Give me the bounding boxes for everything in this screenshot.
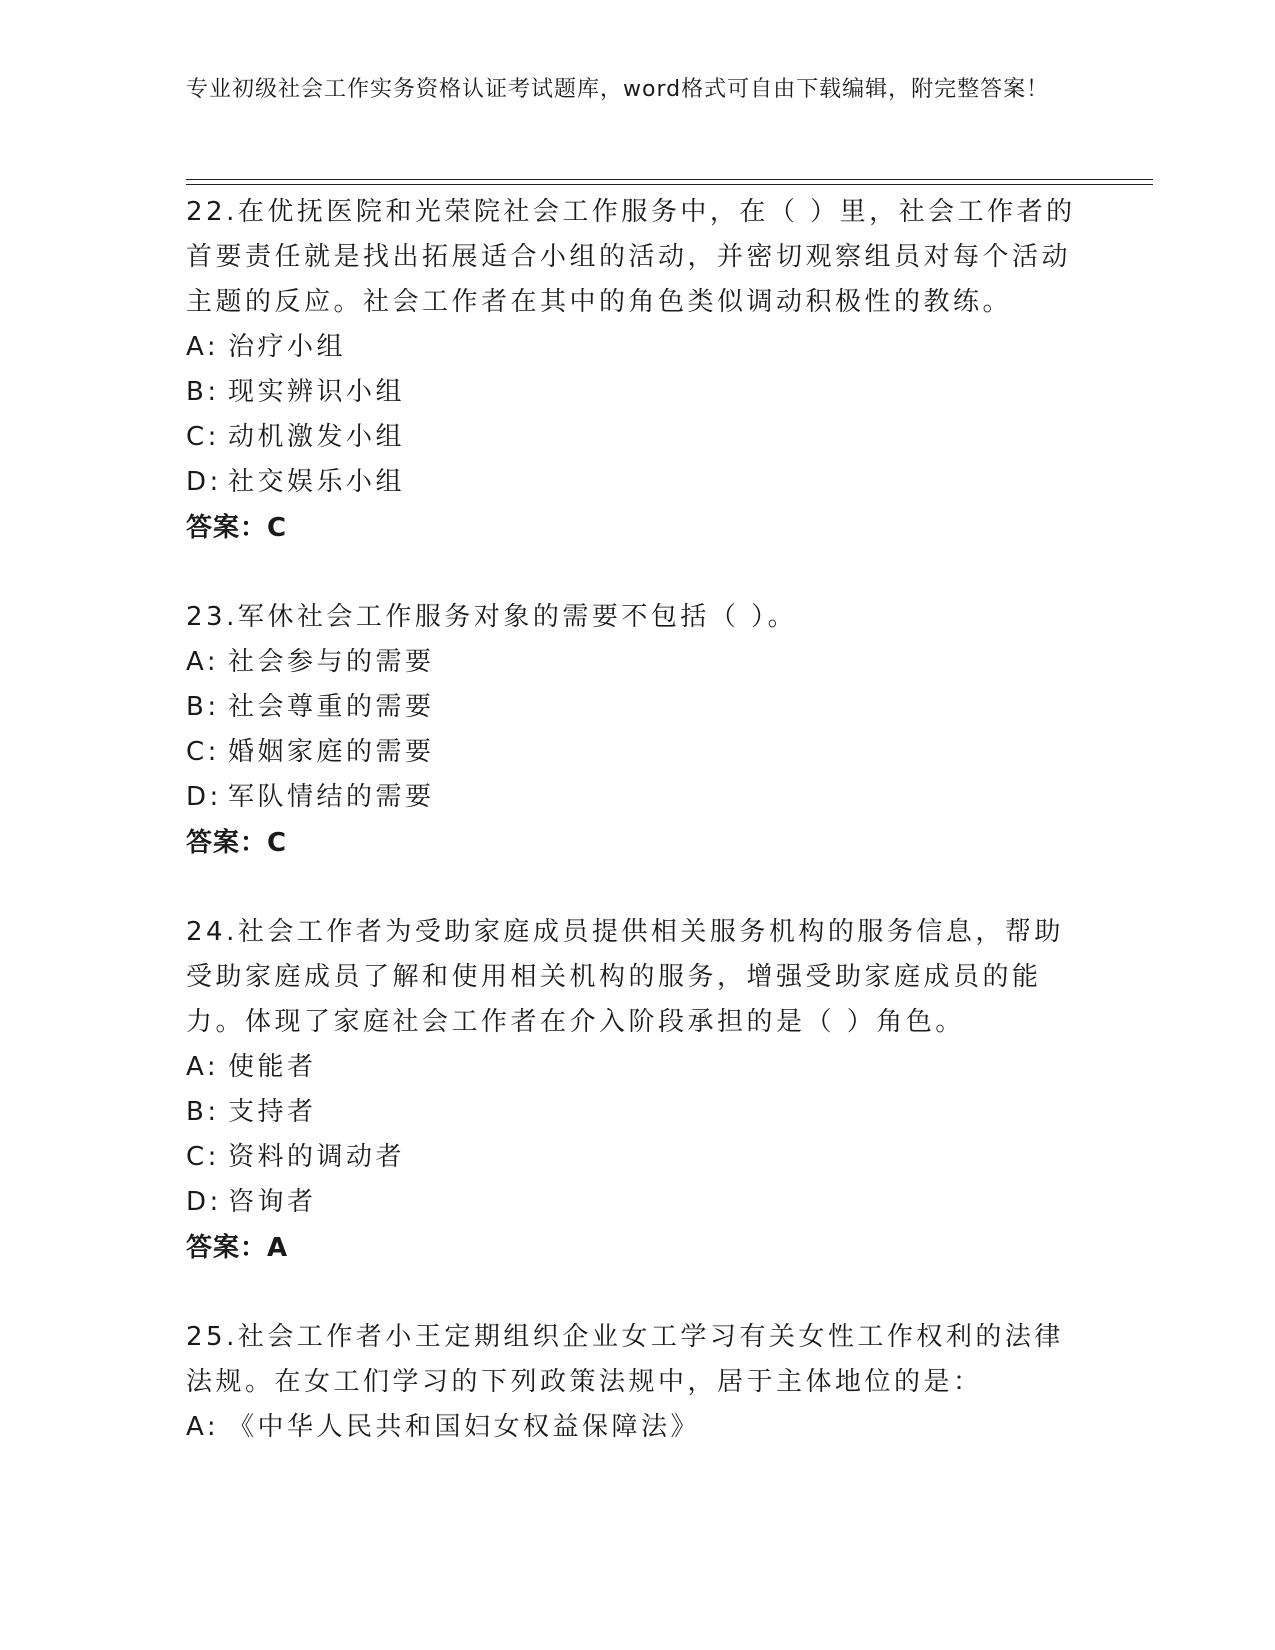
option-d [186,1180,1086,1225]
option-text: 婚姻家庭的需要 [228,737,435,767]
option-text: 现实辨识小组 [228,377,406,407]
option-b [186,370,1086,415]
option-letter: B: [186,692,220,722]
option-letter: C: [186,422,220,452]
option-d [186,775,1086,820]
option-letter: A: [186,332,220,362]
option-text: 社会参与的需要 [228,647,435,677]
question-stem: 22.在优抚医院和光荣院社会工作服务中，在（ ）里，社会工作者的首要责任就是找出拓展适合小组的活动，并密切观察组员对每个活动主题的反应。社会工作者在其中的角色类似调动积极性的教练。 [186,197,1076,317]
question-22 [186,190,1086,551]
question-24 [186,910,1086,1271]
option-c [186,415,1086,460]
option-letter: C: [186,1142,220,1172]
answer: 答案：C [186,828,288,858]
option-a [186,1405,1086,1450]
option-letter: A: [186,1052,220,1082]
question-23 [186,595,1086,866]
option-letter: D: [186,467,222,497]
spacer [186,1271,1086,1315]
option-a [186,1045,1086,1090]
option-text: 使能者 [228,1052,317,1082]
option-text: 《中华人民共和国妇女权益保障法》 [228,1412,701,1442]
option-letter: A: [186,1412,220,1442]
option-a [186,325,1086,370]
option-letter: A: [186,647,220,677]
option-letter: C: [186,737,220,767]
spacer [186,551,1086,595]
option-text: 社会尊重的需要 [228,692,435,722]
option-text: 资料的调动者 [228,1142,406,1172]
option-text: 军队情结的需要 [228,782,435,812]
option-letter: D: [186,1187,222,1217]
option-letter: B: [186,377,220,407]
option-b [186,685,1086,730]
option-text: 支持者 [228,1097,317,1127]
option-text: 治疗小组 [228,332,347,362]
option-text: 咨询者 [228,1187,317,1217]
option-c [186,1135,1086,1180]
spacer [186,866,1086,910]
option-text: 社交娱乐小组 [228,467,406,497]
question-stem: 25.社会工作者小王定期组织企业女工学习有关女性工作权利的法律法规。在女工们学习的下列政策法规中，居于主体地位的是： [186,1322,1064,1397]
option-b [186,1090,1086,1135]
header-rule-top [186,179,1153,180]
question-25 [186,1315,1086,1450]
question-stem: 23.军休社会工作服务对象的需要不包括（ ）。 [186,602,798,632]
option-a [186,640,1086,685]
answer: 答案：A [186,1233,289,1263]
page-header: 专业初级社会工作实务资格认证考试题库，word格式可自由下载编辑，附完整答案！ [186,77,1050,102]
question-stem: 24.社会工作者为受助家庭成员提供相关服务机构的服务信息，帮助受助家庭成员了解和使用相关机构的服务，增强受助家庭成员的能力。体现了家庭社会工作者在介入阶段承担的是（ ）角色。 [186,917,1064,1037]
option-text: 动机激发小组 [228,422,406,452]
option-letter: B: [186,1097,220,1127]
option-d [186,460,1086,505]
question-list [186,190,1086,1450]
header-rule-bottom [186,184,1153,185]
option-letter: D: [186,782,222,812]
answer: 答案：C [186,513,288,543]
option-c [186,730,1086,775]
